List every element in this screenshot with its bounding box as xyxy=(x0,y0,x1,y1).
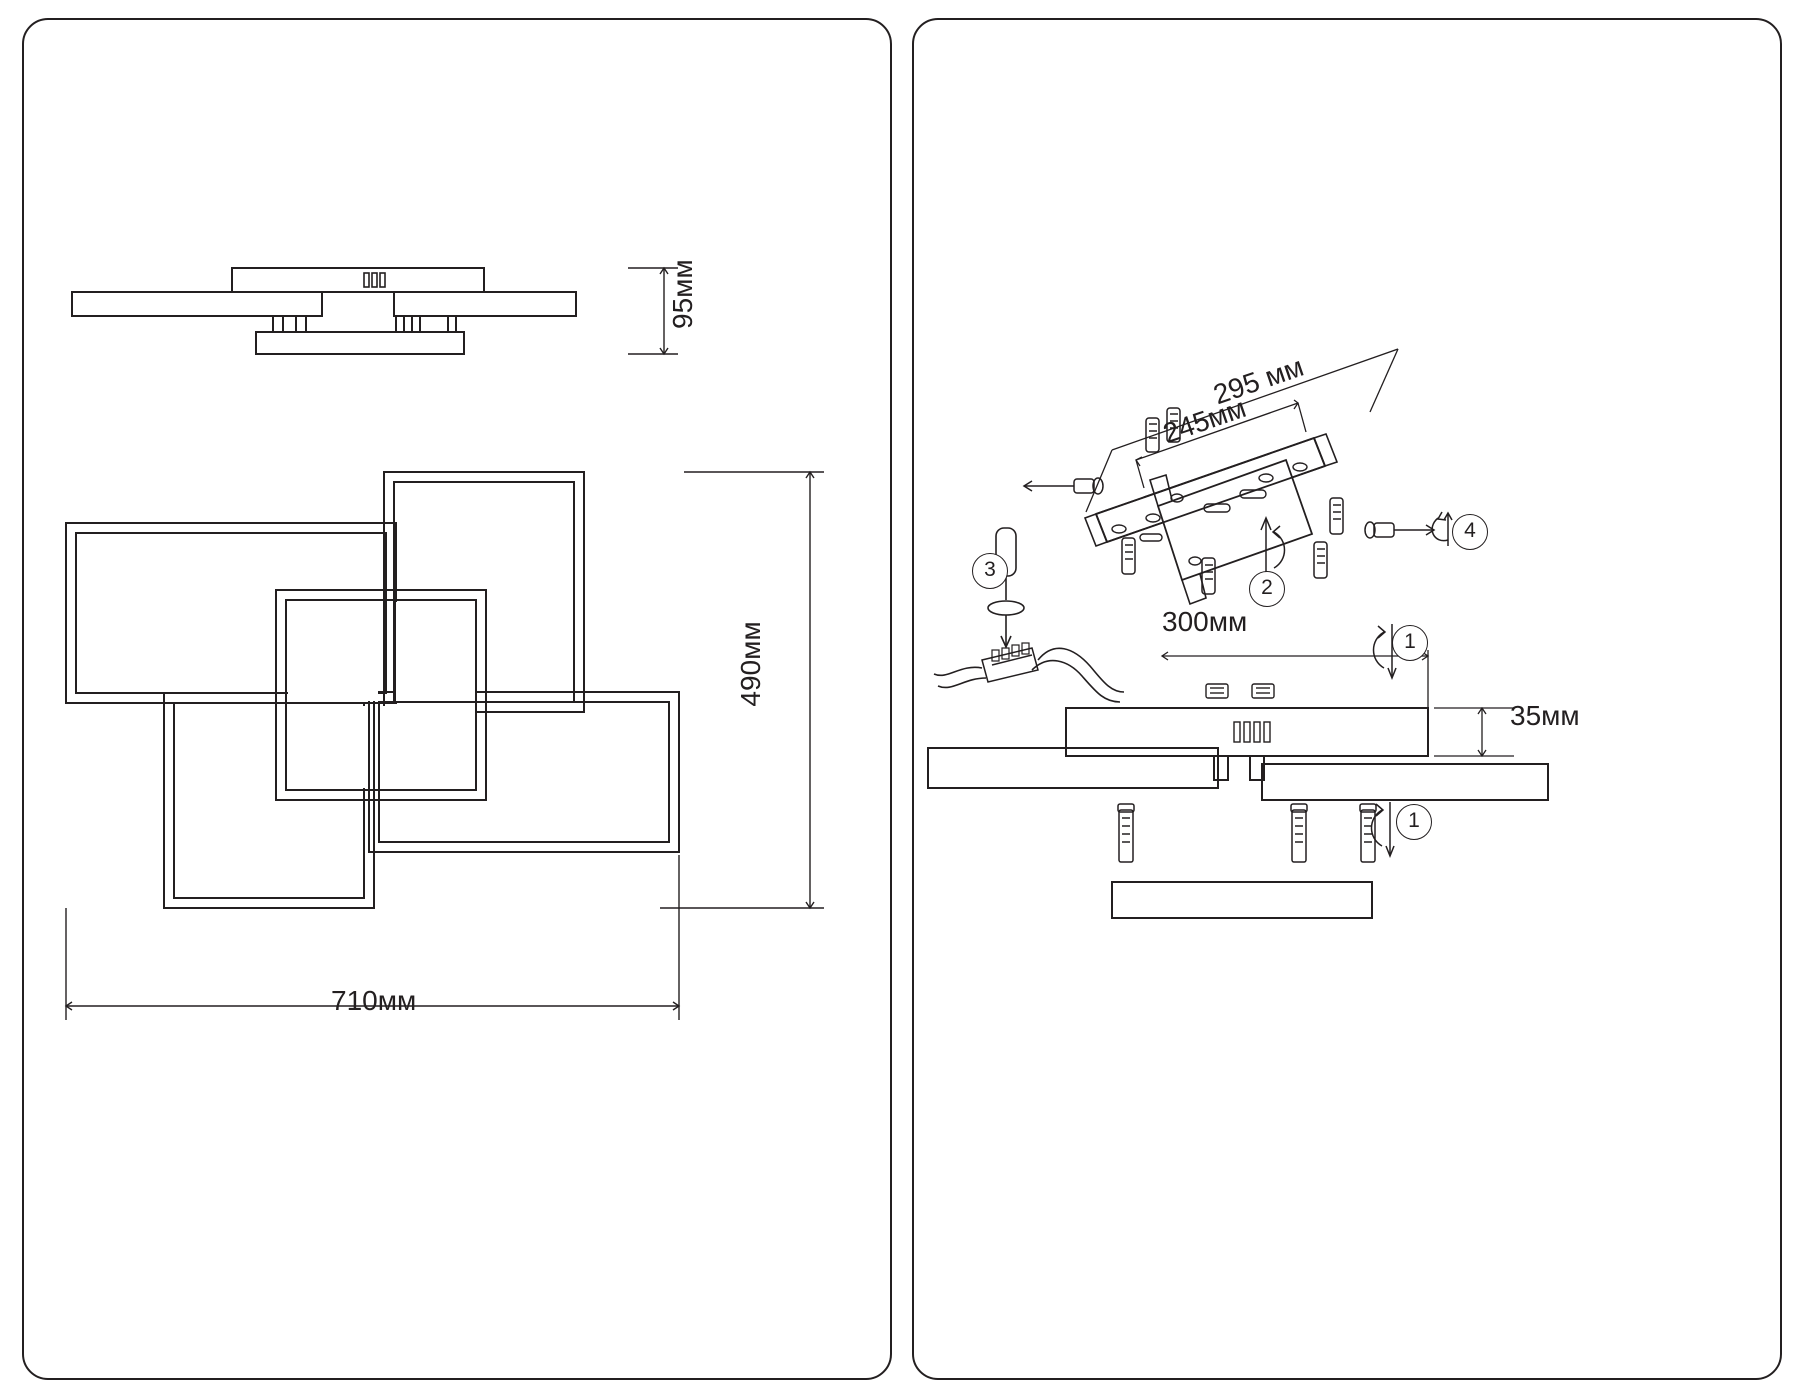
step-number-3[interactable]: 3 xyxy=(972,553,1008,589)
dim-label-height-490: 490мм xyxy=(735,621,766,707)
step-number-1-top[interactable]: 1 xyxy=(1392,625,1428,661)
right-panel xyxy=(912,18,1782,1380)
left-panel xyxy=(22,18,892,1380)
dim-label-base-300: 300мм xyxy=(1162,606,1248,637)
dim-label-height-95: 95мм xyxy=(667,259,698,329)
dim-label-width-710: 710мм xyxy=(331,985,417,1016)
step-number-1-bottom[interactable]: 1 xyxy=(1396,804,1432,840)
step-number-2[interactable]: 2 xyxy=(1249,571,1285,607)
right-panel-graphics xyxy=(914,20,1784,1382)
step-number-4[interactable]: 4 xyxy=(1452,514,1488,550)
dim-label-bracket-245: 245мм xyxy=(1159,391,1250,450)
dim-label-base-35: 35мм xyxy=(1510,700,1580,731)
dim-label-bracket-295: 295 мм xyxy=(1209,350,1308,411)
